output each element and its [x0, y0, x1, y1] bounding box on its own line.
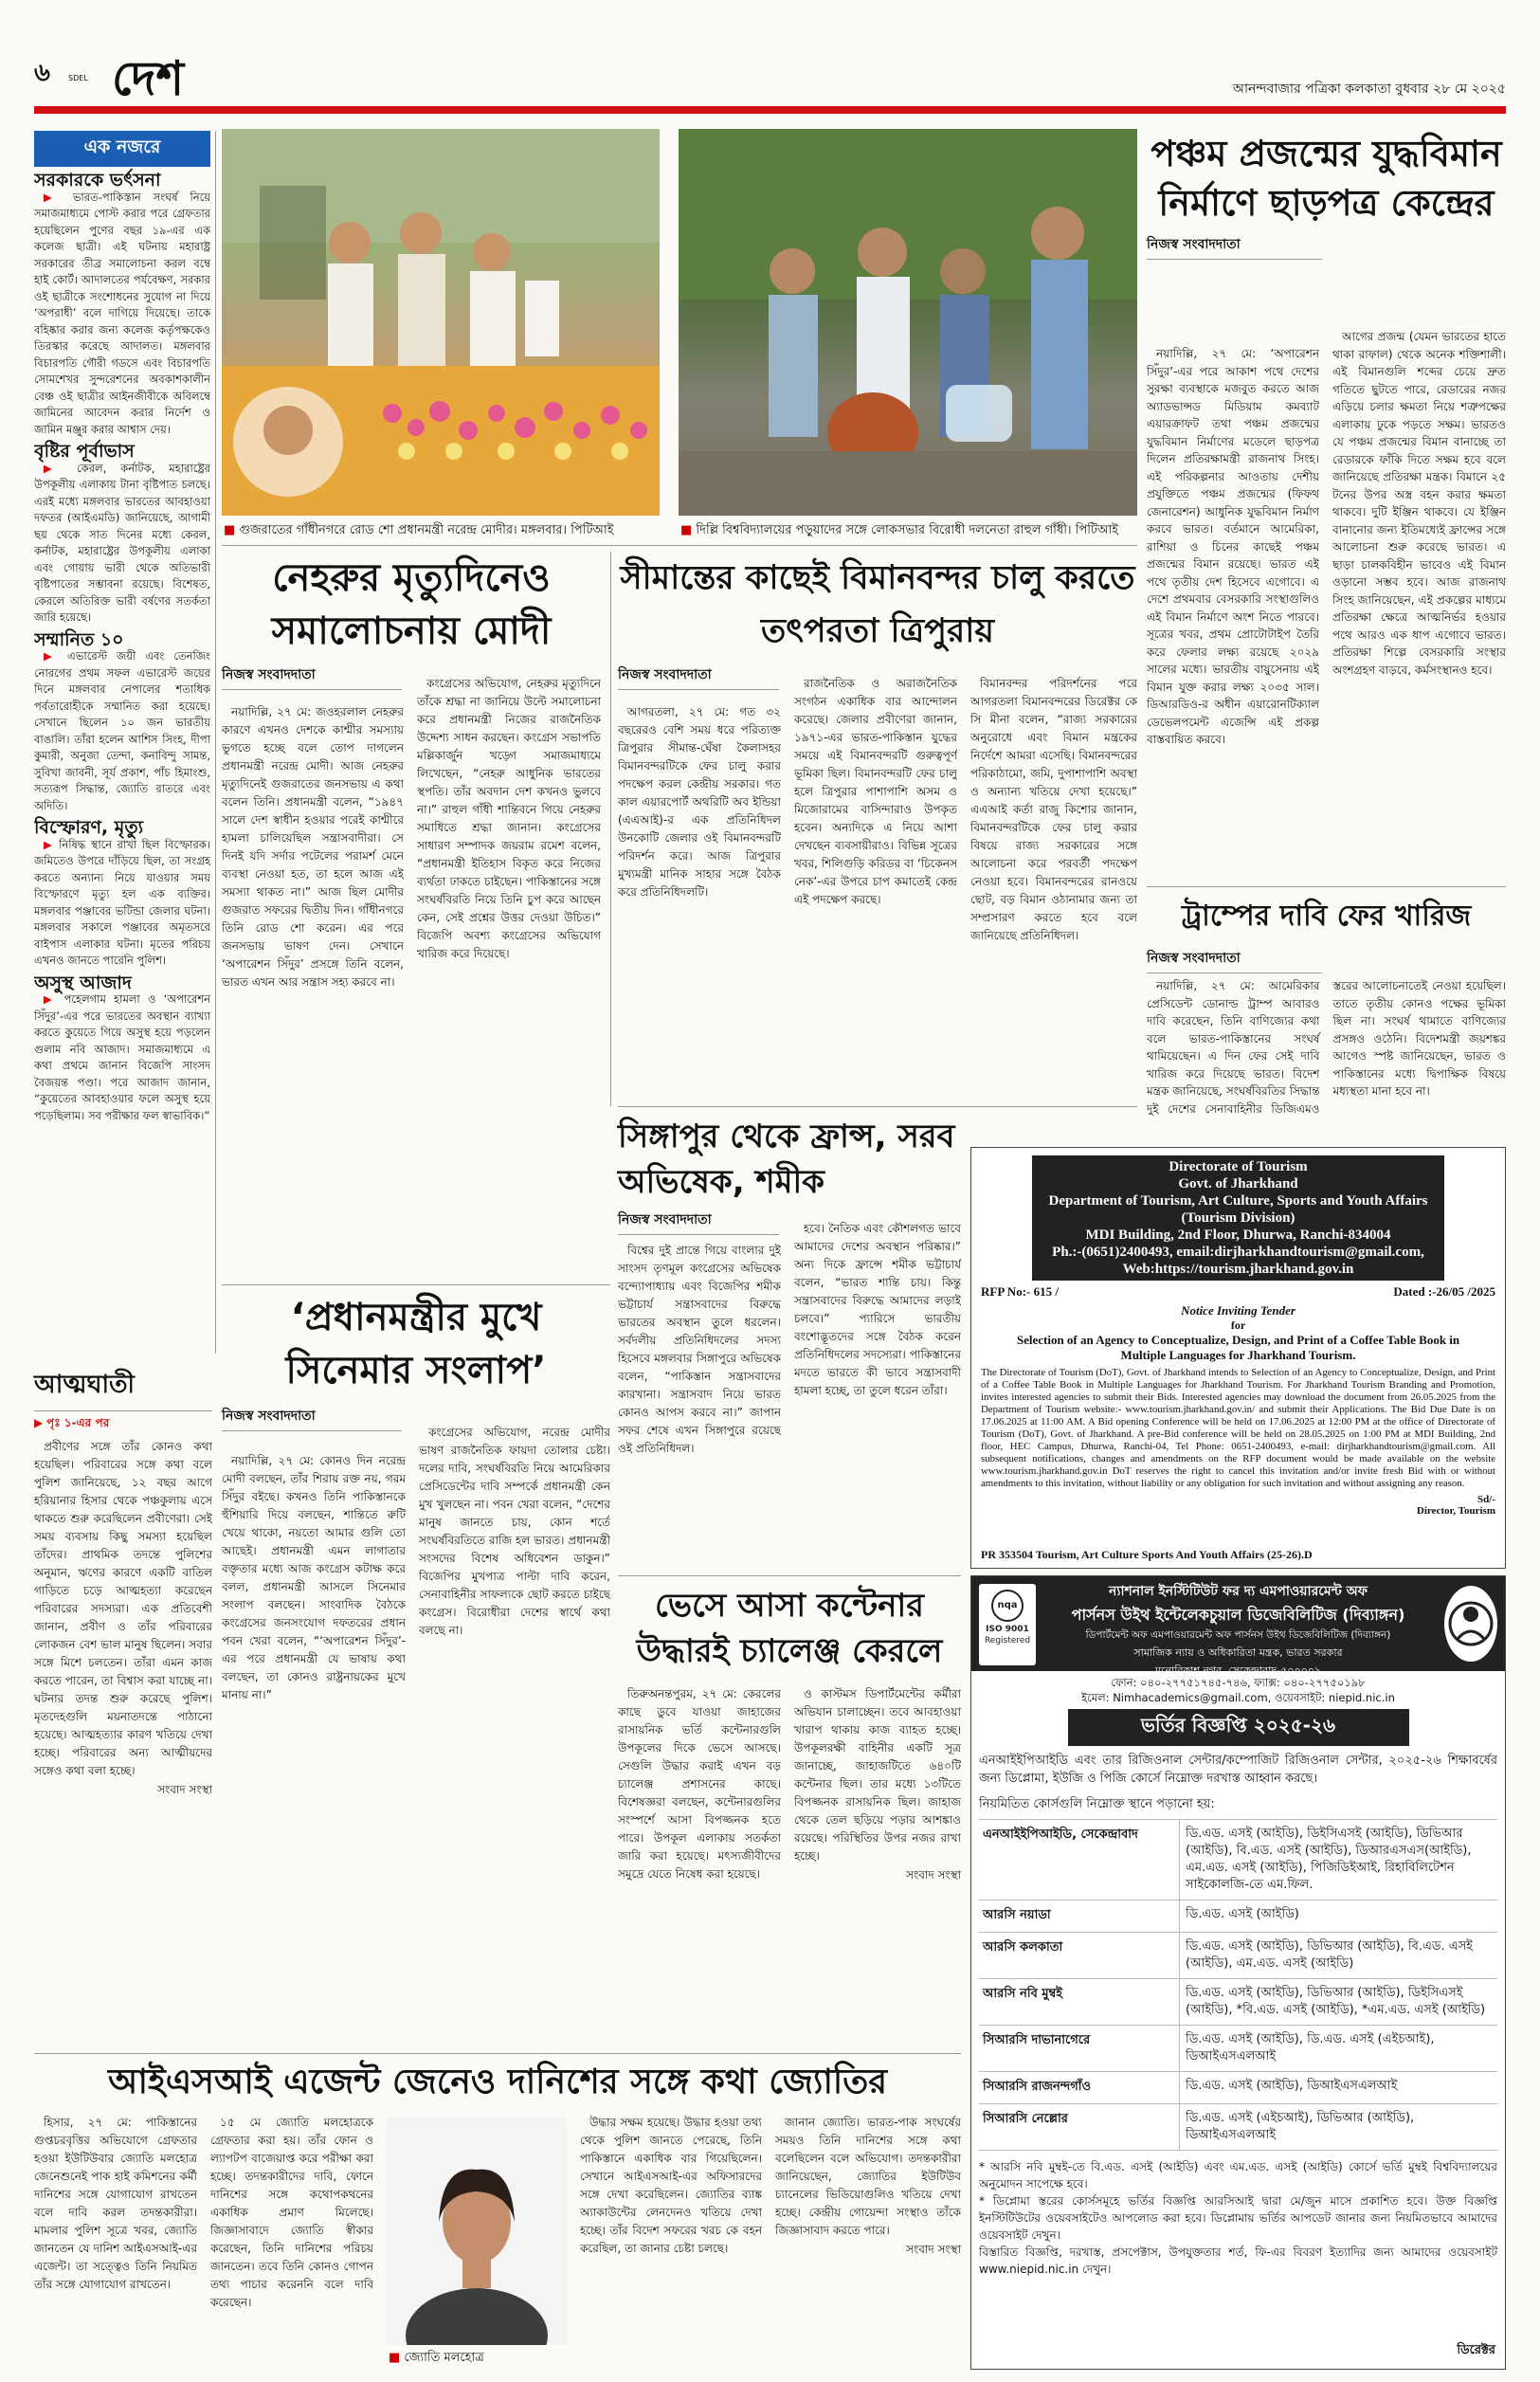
triangle-bullet-icon: ▶ [44, 649, 68, 663]
sidebar-item [34, 972, 210, 1125]
sidebar-item-title: বৃষ্টির পূর্বাভাস [34, 441, 135, 462]
dateline: আনন্দবাজার পত্রিকা কলকাতা বুধবার ২৮ মে ২০২৫ [1232, 82, 1506, 97]
triangle-bullet-icon: ▶ [44, 992, 64, 1006]
ad-tourism-header: Directorate of Tourism Govt. of Jharkhand Department of Tourism, Art Culture, Sports and Youth Affairs (Tourism Division) MDI Building, 2nd Floor, Dhurwa, Ranchi-834004 Ph.:-(0651)2400493, email:dirjharkhandtourism@gmail.com, Web:https://tourism.jharkhand.gov.in [1032, 1155, 1444, 1281]
tripura-col-2: রাজনৈতিক ও অরাজনৈতিক সংগঠন একাধিক বার আন্দোলন করেছে। জেলার প্রবীণেরা জানান, ১৯৭১-এর ভারত-পাকিস্তান যুদ্ধের সময়ে এই বিমানবন্দরটি গুরুত্বপূর্ণ ভূমিকা ছিল। বিমানবন্দরটি ফের চালু হলে ত্রিপুরার পাশাপাশি অসম ও মিজোরামের বাসিন্দারাও উপকৃত হবেন। অন্যদিকে এ নিয়ে আশা দেখছেন ব্যবসায়ীরাও। বিভিন্ন সূত্রের খবর, শিলিগুড়ি করিডর বা ‘চিকেনস নেক’-এর উপরে চাপ কমাতেই কেন্দ্র এই পদক্ষেপ করছে। [794, 677, 957, 906]
niepid-table-head: নিয়মিতিত কোর্সগুলি নিম্নোক্ত স্থানে পড়ানো হয়: [979, 1797, 1215, 1811]
niepid-notes: * আরসি নবি মুম্বই-তে বি.এড. এসই (আইডি) এবং এম.এড. এসই (আইডি) কোর্সে ভর্তি মুম্বই বিশ্ববিদ্যালয়ের অনুমোদন সাপেক্ষে হবে। * ডিপ্লোমা স্তরের কোর্সসমূহে ভর্তির বিজ্ঞপ্তি আরসিআই দ্বারা মে/জুন মাসে প্রকাশিত হবে। উক্ত বিজ্ঞপ্তি ইনস্টিটিউটের ওয়েবসাইটেও আপলোড করা হবে। ডিপ্লোমায় ভর্তির আপডেট জানার জন্য নিয়মিতভাবে আমাদের ওয়েবসাইট দেখুন। বিস্তারিত বিজ্ঞপ্তি, দরখাস্ত, প্রসপেক্টাস, উপযুক্ততার শর্ত, ফি-এর বিবরণ ইত্যাদির জন্য আমাদের ওয়েবসাইট www.niepid.nic.in দেখুন। [979, 2160, 1497, 2276]
sidebar [34, 131, 210, 1354]
trump-headline: ট্রাম্পের দাবি ফের খারিজ [1181, 900, 1472, 933]
niepid-contact: ফোন: ০৪০-২৭৭৫১৭৪৫-৭৪৬, ফ্যাক্স: ০৪০-২৭৭৫০১৯৮ ইমেল: Nimhacademics@gmail.com, ওয়েবসাইট: niepid.nic.in [1081, 1676, 1395, 1704]
singapore-headline: সিঙ্গাপুর থেকে ফ্রান্স, সরব অভিষেক, শমীক [618, 1118, 955, 1201]
suicide-body: প্রবীণের সঙ্গে তাঁর কোনও কথা হয়েছিল। পরিবারের সঙ্গে কথা বলে পুলিশ জানিয়েছে, ১২ বছর আগে হরিয়ানার হিসার থেকে পঞ্চকুলায় এসে থাকতে শুরু করেছিলেন প্রবীণেরা। সেই সময় ব্যবসায় কিছু সমস্যা হয়েছিল তাঁদের। প্রাথমিক তদন্তে পুলিশের অনুমান, ঋণের কারণে একটি বাতিল গাড়িতে চড়ে আত্মহত্যা করেছেন পরিবারের সদস্যরা। এক প্রতিবেশী জানান, প্রবীণ ও তাঁর পরিবারের লোকজন বেশ ভাল মানুষ ছিলেন। সবার সঙ্গে মিশে চলতেন। তাঁরা এমন কাজ করতে পারেন, তা বিশ্বাস করা যাচ্ছে না। ঘটনার তদন্ত শুরু করেছে পুলিশ। মৃতদেহগুলি ময়নাতদন্তে পাঠানো হয়েছে। আত্মহত্যার কারণ খতিয়ে দেখা হচ্ছে। পরিবারের অন্য আত্মীয়দের সঙ্গেও কথা বলা হচ্ছে। সংবাদ সংস্থা [34, 1440, 212, 1796]
photo-left-caption: ■ গুজরাতের গাঁধীনগরে রোড শো প্রধানমন্ত্রী নরেন্দ্র মোদীর। মঙ্গলবার। পিটিআই [224, 521, 660, 541]
tripura-headline: সীমান্তের কাছেই বিমানবন্দর চালু করতে তৎপরতা ত্রিপুরায় [620, 559, 1135, 650]
isi-col-1: হিসার, ২৭ মে: পাকিস্তানের গুপ্তচরবৃত্তির অভিযোগে গ্রেফতার হওয়া ইউটিউবার জ্যোতি মলহোত্র জেনেশুনেই পাক হাই কমিশনের কর্মী দানিশের সঙ্গে যোগাযোগ রাখতেন বলে দাবি করল তদন্তকারীরা। মামলার পুলিশ সূত্রে খবর, জ্যোতি জানতেন যে দানিশ আইএসআই-এর এজেন্ট। তা সত্ত্বেও তিনি নিয়মিত তাঁর সঙ্গে যোগাযোগ রাখতেন। [34, 2116, 197, 2291]
page-code: SDEL [68, 74, 88, 82]
niepid-signature: ডিরেক্টর [1457, 2343, 1495, 2357]
fighter-trump-divider [1147, 886, 1506, 887]
nehru-story [222, 552, 601, 1282]
trump-story [1147, 893, 1506, 1139]
photo-modi-roadshow [222, 129, 660, 516]
isi-col-2: ১৫ মে জ্যোতি মলহোত্রকে গ্রেফতার করা হয়। তাঁর ফোন ও ল্যাপটপ বাজেয়াপ্ত করে পরীক্ষা করা হচ্ছে। তদন্তকারীদের দাবি, ফোনে দানিশের সঙ্গে কথোপকথনের একাধিক প্রমাণ মিলেছে। জিজ্ঞাসাবাদে জ্যোতি স্বীকার করেছেন, তিনি দানিশের পরিচয় জানতেন। তবে তিনি কোনও গোপন তথ্য পাচার করেননি বলে দাবি করেছেন। [210, 2116, 373, 2309]
isi-headline: আইএসআই এজেন্ট জেনেও দানিশের সঙ্গে কথা জ্যোতির [107, 2063, 888, 2101]
niepid-banner: ভর্তির বিজ্ঞপ্তি ২০২৫-২৬ [1068, 1709, 1409, 1746]
paper-name: দেশ [112, 50, 185, 106]
trump-body: নয়াদিল্লি, ২৭ মে: আমেরিকার প্রেসিডেন্ট ডোনাল্ড ট্রাম্প আবারও দাবি করেছেন, তিনি বাণিজ্যের কথা বলে ভারত-পাকিস্তানের সংঘর্ষ থামিয়েছেন। এ দিন ফের সেই দাবি খারিজ করে দিয়েছে ভারত। বিদেশ মন্ত্রক জানিয়েছে, সংঘর্ষবিরতির সিদ্ধান্ত দুই দেশের সেনাবাহিনীর ডিজিএমও স্তরের আলোচনাতেই নেওয়া হয়েছিল। তাতে তৃতীয় কোনও পক্ষের ভূমিকা ছিল না। সংঘর্ষ থামাতে বাণিজ্যের প্রসঙ্গও ওঠেনি। বিদেশমন্ত্রী জয়শঙ্কর আগেও স্পষ্ট জানিয়েছেন, ভারত ও পাকিস্তানের মধ্যে দ্বিপাক্ষিক বিষয়ে মধ্যস্থতা মানা হবে না। [1147, 979, 1506, 1116]
ad-tourism-notice: Notice Inviting Tender [1181, 1303, 1295, 1318]
sidebar-item-title: সম্মানিত ১০ [34, 628, 124, 650]
table-row: সিআরসি রাজনন্দগাঁও ডি.এড. এসই (আইডি), ডিআইএসএলআই [979, 2072, 1497, 2104]
isi-col-3: উদ্ধার সক্ষম হয়েছে। উদ্ধার হওয়া তথ্য থেকে পুলিশ জানতে পেরেছে, তিনি পাকিস্তানে একাধিক বার গিয়েছিলেন। সেখানে আইএসআই-এর অফিসারদের সঙ্গে দেখা করেছিলেন। জ্যোতির ব্যাঙ্ক অ্যাকাউন্টের লেনদেনও খতিয়ে দেখা হচ্ছে। তাঁর বিদেশ সফরের খরচ কে বহন করেছিল, তা জানার চেষ্টা চলছে। [580, 2116, 762, 2255]
sidebar-item [34, 628, 210, 815]
tripura-singapore-divider [618, 1106, 1137, 1107]
table-row: এনআইইপিআইডি, সেকেন্দ্রাবাদ ডি.এড. এসই (আইডি), ডিইসিএসই (আইডি), ডিভিআর (আইডি), বি.এড. এসই (আইডি), ডিআরএসএস(আইডি), এম.এড. এসই (আইডি), পিজিডিইআই, রিহাবিলিটেশন সাইকোলজি-তে এম.ফিল. [979, 1820, 1497, 1900]
nehru-col-2: কংগ্রেসের অভিযোগ, নেহরুর মৃত্যুদিনে তাঁকে শ্রদ্ধা না জানিয়ে উল্টে সমালোচনা করে প্রধানমন্ত্রী নিজের রাজনৈতিক উদ্দেশ্য সাধন করছেন। কংগ্রেস সভাপতি মল্লিকার্জুন খড়্গে সমাজমাধ্যমে লিখেছেন, “নেহরু আধুনিক ভারতের স্থপতি। তাঁর অবদান দেশ কখনও ভুলবে না।” রাহুল গাঁধী শান্তিবনে গিয়ে নেহরুর সমাধিতে শ্রদ্ধা জানান। কংগ্রেসের সাধারণ সম্পাদক জয়রাম রমেশ বলেন, “প্রধানমন্ত্রী ইতিহাস বিকৃত করে নিজের ব্যর্থতা ঢাকতে চাইছেন। পাকিস্তানের সঙ্গে সংঘর্ষবিরতি নিয়ে তিনি চুপ করে আছেন কেন, সেই প্রশ্নের উত্তর দেওয়া উচিত।” বিজেপি অবশ্য কংগ্রেসের অভিযোগ খারিজ করে দিয়েছে। [417, 677, 601, 960]
sidebar-item-title: সরকারকে ভর্ৎসনা [34, 170, 161, 191]
tripura-story [618, 552, 1137, 1101]
triangle-bullet-icon: ▶ [44, 837, 60, 851]
nehru-tripura-divider [610, 552, 611, 1106]
sidebar-item-body: ▶ কেরল, কর্নাটক, মহারাষ্ট্রের উপকূলীয় এলাকায় টানা বৃষ্টিপাত চলছে। এরই মধ্যে মঙ্গলবার ভারতের আবহাওয়া দফতর (আইএমডি) জানিয়েছে, আগামী ছয় থেকে সাত দিনের মধ্যে কেরল, কর্নাটক, মহারাষ্ট্রের উপকূলীয় এলাকা এবং গোয়ায় ভারী থেকে অতিভারী বৃষ্টিপাতের সম্ভাবনা রয়েছে। বিশেষত, কেরলে অতিরিক্ত ভারী বর্ষণের সতর্কতা জারি হয়েছে। [34, 461, 210, 624]
ad-tourism-signature: Sd/- Director, Tourism [1416, 1494, 1495, 1517]
ad-jharkhand-tourism: Directorate of Tourism Govt. of Jharkhand Department of Tourism, Art Culture, Sports and Youth Affairs (Tourism Division) MDI Building, 2nd Floor, Dhurwa, Ranchi-834004 Ph.:-(0651)2400493, email:dirjharkhandtourism@gmail.com, Web:https://tourism.jharkhand.gov.in RFP No:- 615 / Dated :-26/05 /2025 Notice Inviting Tender for Selection of an Agency to Conceptualize, Design, and Print of a Coffee Table Book in Multiple Languages for Jharkhand Tourism. The Directorate of Tourism (DoT), Govt. of Jharkhand intends to Selection of an Agency to Conceptualize, Design, and Print of a Coffee Table Book in Multiple Languages for Jharkhand Tourism. For Jharkhand Tourism Branding and Promotion, invites interested agencies to submit their Bids. Interested agencies may download the document from 26.05.2025 from the Department of Tourism website:- www.tourism.jharkhand.gov.in/ and submit their Applications. The Bid Due Date is on 17.06.2025 at 11:00 AM. A Bid opening Conference will be held on 17.06.2025 at 12:00 PM at the office of Directorate of Tourism (DoT), Govt. of Jharkhand. A pre-Bid conference will be held on 28.05.2025 on 1:00 PM at MDI Building, 2nd floor, HEC Campus, Dhurwa, Ranchi-04, Tel Phone: 0651-2400493, e-mail: dirjharkhandtourism@gmail.com. All subsequent notifications, changes and amendments on the RFP document would be made available on the website www.tourism.jharkhand.gov.in DoT reserves the right to cancel this invitation and/or invite fresh Bid with or without amendments to this invitation, without liability or any obligation for such invitation and without assigning any reason. Sd/- Director, Tourism PR 353504 Tourism, Art Culture Sports And Youth Affairs (25-26).D [970, 1147, 1506, 1569]
tripura-byline: নিজস্ব সংবাদদাতা [618, 664, 779, 690]
photo-right-caption: ■ দিল্লি বিশ্ববিদ্যালয়ের পড়ুয়াদের সঙ্গে লোকসভার বিরোধী দলনেতা রাহুল গাঁধী। পিটিআই [680, 521, 1135, 541]
ad-tourism-subject: Selection of an Agency to Conceptualize, Design, and Print of a Coffee Table Book in Multiple Languages for Jharkhand Tourism. [1016, 1333, 1460, 1362]
container-col-1: তিরুঅনন্তপুরম, ২৭ মে: কেরলের কাছে ডুবে যাওয়া জাহাজের রাসায়নিক ভর্তি কন্টেনারগুলি উপকূলের দিকে ভেসে আসছে। সেগুলি উদ্ধার করাই এখন বড় চ্যালেঞ্জ প্রশাসনের কাছে। বিশেষজ্ঞরা বলছেন, কন্টেনারগুলির সংস্পর্শে আসা বিপজ্জনক হতে পারে। উপকূল এলাকায় সতর্কতা জারি করা হয়েছে। মৎস্যজীবীদের সমুদ্রে যেতে নিষেধ করা হয়েছে। [618, 1687, 781, 1881]
singapore-col-1: বিশ্বের দুই প্রান্তে গিয়ে বাংলার দুই সাংসদ তৃণমূল কংগ্রেসের অভিষেক বন্দ্যোপাধ্যায় এবং বিজেপির শমীক ভট্টাচার্য সন্ত্রাসবাদের বিরুদ্ধে ভারতের অবস্থান তুলে ধরলেন। সর্বদলীয় প্রতিনিধিদলের সদস্য হিসেবে মঙ্গলবার সিঙ্গাপুরে অভিষেক বলেন, “পাকিস্তান সন্ত্রাসবাদের কারখানা। সন্ত্রাসবাদ নিয়ে ভারত কোনও আপস করবে না।” জাপান সফর শেষে এখন সিঙ্গাপুরে রয়েছে ওই প্রতিনিধিদল। [618, 1244, 781, 1455]
triangle-bullet-icon: ▶ [44, 461, 78, 475]
sidebar-item [34, 441, 210, 627]
jyoti-photo-caption: ■ জ্যোতি মলহোত্র [389, 2349, 484, 2369]
nehru-byline: নিজস্ব সংবাদদাতা [222, 664, 402, 690]
sidebar-item-title: অসুস্থ আজাদ [34, 972, 132, 993]
singapore-col-2: হবে। নৈতিক এবং কৌশলগত ভাবে আমাদের দেশের অবস্থান পরিষ্কার।” অন্য দিকে ফ্রান্সে শমীক ভট্টাচার্য বলেন, “ভারত শান্তি চায়। কিন্তু সন্ত্রাসবাদের বিরুদ্ধে আমাদের লড়াই চলবে।” প্যারিসে ভারতীয় বংশোদ্ভূতদের সঙ্গে বৈঠক করেন প্রতিনিধিদলের সদস্যেরা। পাকিস্তানের মদতে ভারতে কী ভাবে সন্ত্রাসবাদী হামলা হচ্ছে, তা তুলে ধরেন তাঁরা। [794, 1222, 961, 1397]
isi-story [34, 2059, 961, 2372]
sidebar-header: এক নজরে [34, 131, 210, 167]
niepid-header: nqa ISO 9001 Registered ন্যাশনাল ইনস্টিটিউট ফর দ্য এমপাওয়ারমেন্ট অফ পার্সনস উইথ ইন্টেলেকচুয়াল ডিজেবিলিটিজ (দিব্যাঙ্গন) ডিপার্টমেন্ট অফ এমপাওয়ারমেন্ট অফ পার্সনস উইথ ডিজেবিলিটিজ (দিব্যাঙ্গন) সামাজিক ন্যায় ও অধিকারিতা মন্ত্রক, ভারত সরকার মনোবিকাশ নগর, সেকেন্দ্রাবাদ-৫০০০০৯ [971, 1576, 1505, 1671]
rfp-number: RFP No:- 615 / [981, 1284, 1059, 1299]
sidebar-item-body: ▶ এভারেস্ট জয়ী এবং তেনজিং নোরগের প্রথম সফল এভারেস্ট জয়ের দিনে মঙ্গলবার নেপালের শতাধিক পর্বতারোহীকে সম্মানিত করা হয়েছে। সেখানে ছিলেন ১০ জন ভারতীয় বাঙালি। তাঁরা হলেন আশিস সিংহ, দীপা কুমারী, অনুজা তেন্দা, কনাবিন্দু সামন্ত, সুবিখা জাবনী, সূর্য প্রকাশ, পাঁচ হিমাংশু, সত্যরূপ সিদ্ধান্ত, জ্যোতি রাতরে এবং অদিতি। [34, 649, 210, 812]
fighter-col-1: নয়াদিল্লি, ২৭ মে: ‘অপারেশন সিঁদুর’-এর পরে আকাশ পথে দেশের সুরক্ষা ব্যবস্থাকে মজবুত করতে আজ অ্যাডভান্সড মিডিয়াম কমব্যাট এয়ারক্রাফট তথা পঞ্চম প্রজন্মের যুদ্ধবিমান নির্মাণের মডেলে ছাড়পত্র দিলেন প্রতিরক্ষামন্ত্রী রাজনাথ সিংহ। এই পরিকল্পনার আওতায় দেশীয় প্রযুক্তিতে পঞ্চম প্রজন্মের (ফিফথ জেনারেশন) আধুনিক যুদ্ধবিমান নির্মাণ করবে ভারত। বর্তমানে আমেরিকা, রাশিয়া ও চিনের কাছেই পঞ্চম প্রজন্মের বিমান রয়েছে। ভারত এই পথে তৃতীয় দেশ হিসেবে এগোবে। এ দেশে প্রথমবার বেসরকারি সংস্থাগুলিও এই বিমান নির্মাণে অংশ নিতে পারবে। সূত্রের খবর, প্রথম প্রোটোটাইপ তৈরি করে ফেলার লক্ষ্য রয়েছে ২০২৯ সালের মধ্যে। ভারতীয় বায়ুসেনায় এই বিমান যুক্ত করার লক্ষ্য ২০৩৫ সাল। ডিআরডিও-র অধীন এয়ারোনটিক্যাল ডেভেলপমেন্ট এজেন্সি এই প্রকল্প বাস্তবায়িত করবে। [1147, 347, 1319, 746]
cinema-headline: ‘প্রধানমন্ত্রীর মুখে সিনেমার সংলাপ’ [285, 1296, 547, 1392]
singapore-story [618, 1114, 961, 1569]
trump-byline: নিজস্ব সংবাদদাতা [1147, 947, 1322, 973]
singapore-byline: নিজস্ব সংবাদদাতা [618, 1209, 779, 1235]
niepid-table [979, 1819, 1497, 2151]
sidebar-item-body: ▶ পহেলগাম হামলা ও ‘অপারেশন সিঁদুর’-এর পরে ভারতের অবস্থান ব্যাখ্যা করতে কুয়েতে গিয়ে অসুস্থ হয়ে পড়লেন গুলাম নবি আজাদ। সমাজমাধ্যমে এ কথা প্রথমে জানান বিজেপি সাংসদ বৈজয়ন্ত পণ্ডা। পরে আজাদ জানান, “কুয়েতের আবহাওয়ার ফলে অসুস্থ হয়ে পড়েছিলাম। সব পরীক্ষার ফল স্বাভাবিক।” [34, 992, 210, 1122]
fighter-headline: পঞ্চম প্রজন্মের যুদ্ধবিমান নির্মাণে ছাড়পত্র কেন্দ্রের [1150, 133, 1502, 224]
table-row: সিআরসি নেল্লোর ডি.এড. এসই (এইচআই), ডিভিআর (আইডি), ডিআইএসএলআই [979, 2104, 1497, 2151]
niepid-logo-icon [1444, 1586, 1497, 1662]
photo-jyoti [387, 2118, 567, 2345]
table-row: আরসি নবি মুম্বই ডি.এড. এসই (আইডি), ডিভিআর (আইডি), ডিইসিএসই (আইডি), *বি.এড. এসই (আইডি), *এম.এড. এসই (আইডি) [979, 1979, 1497, 2026]
nehru-cinema-divider [222, 1284, 610, 1285]
roadshow-illustration [222, 129, 660, 516]
isi-col-4: জানান জ্যোতি। ভারত-পাক সংঘর্ষের সময়ও তিনি দানিশের সঙ্গে কথা বলেছিলেন বলে অভিযোগ। তদন্তকারীরা জানিয়েছেন, জ্যোতির ইউটিউব চ্যানেলের ভিডিয়োগুলিও খতিয়ে দেখা হচ্ছে। কেন্দ্রীয় গোয়েন্দা সংস্থাও তাঁকে জিজ্ঞাসাবাদ করতে পারে। সংবাদ সংস্থা [775, 2116, 961, 2256]
cinema-byline: নিজস্ব সংবাদদাতা [222, 1405, 402, 1431]
table-row: সিআরসি দাভানাগেরে ডি.এড. এসই (আইডি), ডি.এড. এসই (এইচআই), ডিআইএসএলআই [979, 2026, 1497, 2072]
photo-rahul-students [679, 129, 1137, 516]
sidebar-item-body: ▶ নিষিদ্ধ স্থানে রাখা ছিল বিস্ফোরক। জমিতেও উপরে দাঁড়িয়ে ছিল, তা সংগ্রহ করতে অন্যান্য নিয়ে যাওয়ার সময় বিস্ফোরণে মৃত্যু হল এক ব্যক্তির। মঙ্গলবার পঞ্জাবের ভটিন্ডা জেলার ঘটনা। মঙ্গলবার সকালে পঞ্জাবের অমৃতসরে বাইপাস এলাকার ঘটনা। মৃতের পরিচয় এখনও জানতে পারেনি পুলিশ। [34, 837, 210, 967]
cinema-col-2: কংগ্রেসের অভিযোগ, নরেন্দ্র মোদীর ভাষণ রাজনৈতিক ফায়দা তোলার চেষ্টা। দলের দাবি, সংঘর্ষবিরতি নিয়ে আমেরিকার প্রেসিডেন্টের দাবি সম্পর্কে প্রধানমন্ত্রী কেন মুখ খুলছেন না। পবন খেরা বলেন, “দেশের মানুষ জানতে চায়, কোন শর্তে সংঘর্ষবিরতিতে রাজি হল ভারত। প্রধানমন্ত্রী সংসদের বিশেষ অধিবেশন ডাকুন।” বিজেপির মুখপাত্র পাল্টা দাবি করেন, সেনাবাহিনীর সাফল্যকে ছোট করতে চাইছে কংগ্রেস। বিরোধীরা দেশের স্বার্থে কথা বলছে না। [419, 1426, 610, 1637]
triangle-bullet-icon: ▶ [44, 190, 73, 204]
container-story [618, 1583, 961, 2047]
sidebar-list [34, 167, 210, 1125]
page-number: ৬ [34, 59, 50, 87]
singapore-container-divider [618, 1575, 961, 1576]
niepid-intro: এনআইইপিআইডি এবং তার রিজিওনাল সেন্টার/কম্পোজিট রিজিওনাল সেন্টার, ২০২৫-২৬ শিক্ষাবর্ষের জন্য ডিপ্লোমা, ইউজি ও পিজি কোর্সে নিম্নোক্ত দরখাস্ত আহ্বান করছে। [979, 1754, 1497, 1786]
isi-top-divider [34, 2053, 961, 2054]
jyoti-portrait [387, 2118, 567, 2345]
fighter-byline: নিজস্ব সংবাদদাতা [1147, 233, 1322, 260]
ad-tourism-refline [971, 1281, 1505, 1303]
fighter-col-2: আগের প্রজন্ম (যেমন ভারতের হাতে থাকা রাফাল) থেকে অনেক শক্তিশালী। এই বিমানগুলি শব্দের চেয়ে দ্রুত গতিতে ছুটতে পারে, রেডারের নজর এড়িয়ে চলার ক্ষমতা নিয়ে শত্রুপক্ষের এলাকায় ঢুকে পড়তে সক্ষম। ভারতও যে পঞ্চম প্রজন্মের বিমান বানাচ্ছে তা রেডারকে ফাঁকি দিতে সক্ষম হবে বলে জানিয়েছে প্রতিরক্ষা মন্ত্রক। বিমানে ২৫ টনের উপর অস্ত্র বহন করার ক্ষমতা থাকবে। দুটি ইঞ্জিন থাকবে। যে ইঞ্জিন বানানোর জন্য ইতিমধ্যেই ফ্রান্সের সঙ্গে আলোচনা শুরু করেছে ভারত। এ ছাড়া চালকবিহীন ভাবেও এই বিমান ওড়ানো সম্ভব হবে। আজ রাজনাথ সিংহ জানিয়েছেন, এই প্রকল্পের মাধ্যমে প্রতিরক্ষা ক্ষেত্রে আত্মনির্ভর হওয়ার পথে আরও এক ধাপ এগোবে ভারত। প্রতিরক্ষা শিল্পে বেসরকারি সংস্থার অংশগ্রহণ বাড়বে, কর্মসংস্থানও হবে। [1332, 330, 1506, 677]
rfp-date: Dated :-26/05 /2025 [1393, 1284, 1495, 1299]
cinema-col-1: নয়াদিল্লি, ২৭ মে: কোনও দিন নরেন্দ্র মোদী বলছেন, তাঁর শিরায় রক্ত নয়, গরম সিঁদুর বইছে। কখনও তিনি পাকিস্তানকে হুঁশিয়ারি দিয়ে বলছেন, শান্তিতে রুটি খেয়ে থাকো, নয়তো আমার গুলি তো আছেই। প্রধানমন্ত্রী এমন লাগাতার বক্তৃতার মধ্যে আজ কংগ্রেস কটাক্ষ করে বলল, প্রধানমন্ত্রী আসলে সিনেমার সংলাপ বলছেন। সাংবাদিক বৈঠকে কংগ্রেসের জনসংযোগ দফতরের প্রধান পবন খেরা বলেন, “‘অপারেশন সিঁদুর’-এর পরে প্রধানমন্ত্রী যে ভাষায় কথা বলছেন, তা কোনও রাষ্ট্রনায়কের মুখে মানায় না।” [222, 1454, 406, 1701]
students-illustration [679, 129, 1137, 516]
ad-tourism-pr: PR 353504 Tourism, Art Culture Sports And Youth Affairs (25-26).D [981, 1548, 1313, 1561]
cinema-story [222, 1291, 610, 2049]
tripura-col-1: আগরতলা, ২৭ মে: গত ৩২ বছরেরও বেশি সময় ধরে পরিত্যক্ত ত্রিপুরার সীমান্ত-ঘেঁষা কৈলাসহর বিমানবন্দরটিকে ফের চালু করার পদক্ষেপ করল কেন্দ্রীয় সরকার। গত কাল এয়ারপোর্ট অথরিটি অব ইন্ডিয়া (এএআই)-র এক প্রতিনিধিদল উনকোটি জেলার ওই বিমানবন্দরটি পরিদর্শন করে। আজ ত্রিপুরার মুখ্যমন্ত্রী মানিক সাহার সঙ্গে বৈঠক করে প্রতিনিধিদলটি। [618, 705, 781, 899]
photo-row-divider [222, 545, 1137, 546]
sidebar-item-title: বিস্ফোরণ, মৃত্যু [34, 817, 144, 838]
sidebar-item-body: ▶ ভারত-পাকিস্তান সংঘর্ষ নিয়ে সমাজমাধ্যমে পোস্ট করার পরে গ্রেফতার হয়েছিলেন পুণের বছর ১৯-এর এক কলেজ ছাত্রী। এই ঘটনায় মহারাষ্ট্র সরকারের তীব্র সমালোচনা করল বম্বে হাই কোর্ট। আদালতের পর্যবেক্ষণ, সরকার ওই ছাত্রীকে সংশোধনের সুযোগ না দিয়ে ‘অপরাধী’ বলে দাগিয়ে দিয়েছে। তাকে বহিষ্কার করার জন্য কলেজ কর্তৃপক্ষকেও তিরস্কার করেছে আদালত। মঙ্গলবার বিচারপতি গৌরী গডসে এবং বিচারপতি সোমশেখর সুন্দরেশনের অবকাশকালীন বেঞ্চ ওই ছাত্রীর আইনজীবীকে অবিলম্বে জামিনের আবেদন করার নির্দেশ ও জামিন মঞ্জুর করার আশ্বাস দেয়। [34, 190, 210, 436]
container-headline: ভেসে আসা কন্টেনার উদ্ধারই চ্যালেঞ্জ কেরলে [636, 1587, 943, 1670]
nehru-headline: নেহরুর মৃত্যুদিনেও সমালোচনায় মোদী [271, 556, 552, 653]
continued-from: ▶ পৃঃ ১-এর পর [34, 1416, 110, 1429]
table-row: আরসি নয়াডা ডি.এড. এসই (আইডি) [979, 1900, 1497, 1933]
sidebar-item [34, 817, 210, 970]
table-row: আরসি কলকাতা ডি.এড. এসই (আইডি), ডিভিআর (আইডি), বি.এড. এসই (আইডি), এম.এড. এসই (আইডি) [979, 1933, 1497, 1979]
fighter-story [1147, 129, 1506, 887]
sidebar-item [34, 170, 210, 438]
tripura-col-3: বিমানবন্দর পরিদর্শনের পরে আগরতলা বিমানবন্দরের ডিরেক্টর কে সি মীনা বলেন, “রাজ্য সরকারের অনুরোধে এবং বিমান মন্ত্রকের নির্দেশে আমরা এসেছি। বিমানবন্দরের পরিকাঠামো, জমি, দুপাশাপাশি অবস্থা ও অন্যান্য খতিয়ে দেখা হয়েছে।” এএআই কর্তা রাজু কিশোর জানান, বিমানবন্দরটিকে ফের চালু করার বিষয়ে রাজ্য সরকারের সঙ্গে আলোচনা করে পরবর্তী পদক্ষেপ নেওয়া হবে। বিমানবন্দরের রানওয়ে ছোট, বড় বিমান ওঠানামার জন্য তা সম্প্রসারণ করতে হবে বলে জানিয়েছে প্রতিনিধিদল। [970, 677, 1137, 942]
masthead [34, 49, 1506, 106]
masthead-red-rule [34, 106, 1506, 114]
ad-tourism-body: The Directorate of Tourism (DoT), Govt. of Jharkhand intends to Selection of an Agency to Conceptualize, Design, and Print of a Coffee Table Book in Multiple Languages for Jharkhand Tourism. For Jharkhand Tourism Branding and Promotion, invites interested agencies to submit their Bids. Interested agencies may download the document from 26.05.2025 from the Department of Tourism website:- www.tourism.jharkhand.gov.in/ and submit their Applications. The Bid Due Date is on 17.06.2025 at 11:00 AM. A Bid opening Conference will be held on 17.06.2025 at 12:00 PM at the office of Directorate of Tourism (DoT), Govt. of Jharkhand. A pre-Bid conference will be held on 28.05.2025 on 1:00 PM at MDI Building, 2nd floor, HEC Campus, Dhurwa, Ranchi-04, Tel Phone: 0651-2400493, e-mail: dirjharkhandtourism@gmail.com. All subsequent notifications, changes and amendments on the RFP document would be made available on the website www.tourism.jharkhand.gov.in DoT reserves the right to cancel this invitation and/or invite fresh Bid with or without amendments to this invitation, without liability or any obligation for such invitation and without assigning any reason. [981, 1367, 1495, 1489]
iso-badge-icon: nqa ISO 9001 Registered [979, 1584, 1036, 1665]
ad-niepid [970, 1575, 1506, 2370]
sidebar-divider [215, 131, 216, 1354]
container-col-2: ও কাস্টমস ডিপার্টমেন্টের কর্মীরা অভিযান চালাচ্ছেন। তবে আবহাওয়া খারাপ থাকায় কাজ ব্যাহত হচ্ছে। উপকূলরক্ষী বাহিনীর একটি সূত্র জানাচ্ছে, জাহাজটিতে ৬৪০টি কন্টেনার ছিল। তার মধ্যে ১৩টিতে বিপজ্জনক রাসায়নিক ছিল। জাহাজ থেকে তেল ছড়িয়ে পড়ার আশঙ্কাও রয়েছে। পরিস্থিতির উপর নজর রাখা হচ্ছে। সংবাদ সংস্থা [794, 1687, 961, 1882]
nehru-col-1: নয়াদিল্লি, ২৭ মে: জওহরলাল নেহরুর কারণে এখনও দেশকে কাশ্মীর সমস্যায় ভুগতে হচ্ছে বলে তোপ দাগলেন প্রধানমন্ত্রী নরেন্দ্র মোদী। আজ নেহরুর মৃত্যুদিনেই গুজরাতের জনসভায় এ কথা বলেন তিনি। প্রধানমন্ত্রী বলেন, “১৯৪৭ সালে দেশ স্বাধীন হওয়ার পরেই কাশ্মীরে হামলা চালিয়েছিল সন্ত্রাসবাদীরা। সে দিনই যদি সর্দার পটেলের পরামর্শ মেনে ব্যবস্থা নেওয়া হত, তা হলে আজ এই সমস্যা থাকত না।” আজ ছিল মোদীর গুজরাত সফরের দ্বিতীয় দিন। গাঁধীনগরে তিনি রোড শো করেন। এর পরে জনসভায় ভাষণ দেন। সেখানে ‘অপারেশন সিঁদুর’ প্রসঙ্গে তিনি বলেন, ভারত এখন আর সন্ত্রাস সহ্য করবে না। [222, 705, 404, 989]
suicide-headline: আত্মঘাতী [34, 1365, 212, 1411]
